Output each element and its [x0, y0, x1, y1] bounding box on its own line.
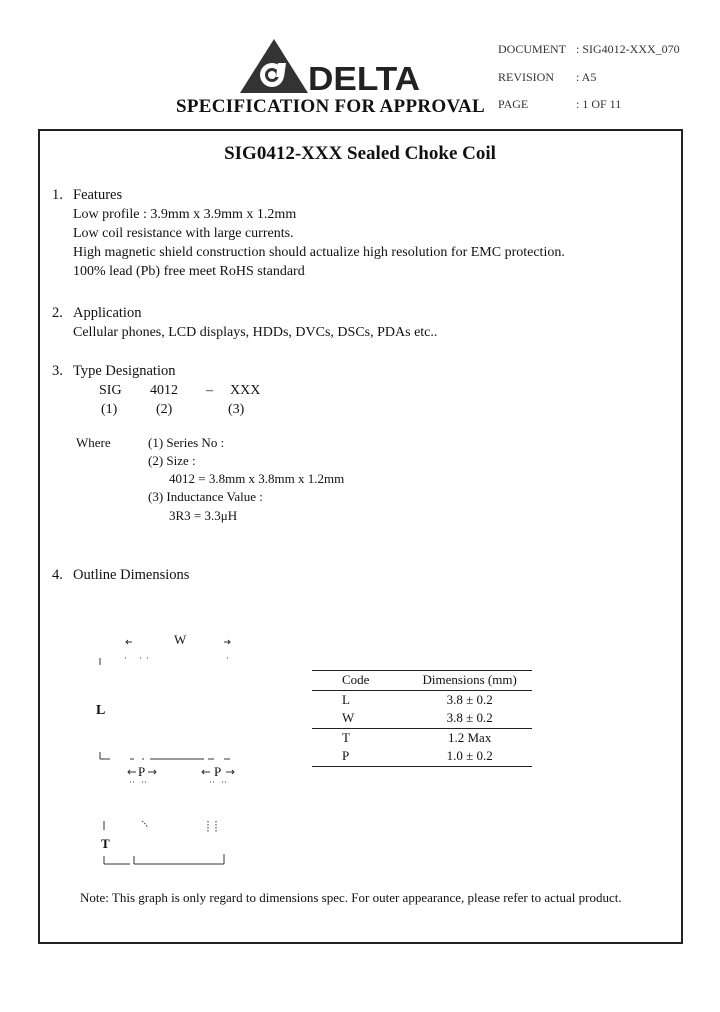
- where-line: 3R3 = 3.3μH: [169, 508, 238, 523]
- delta-logo-wordmark: [308, 60, 422, 94]
- table-header-row: [312, 671, 532, 691]
- dimensions-table: [312, 670, 532, 767]
- outline-number: 4.: [52, 567, 63, 583]
- feature-item: High magnetic shield construction should actualize high resolution for EMC protection.: [73, 245, 565, 260]
- width-arrow-left: [126, 640, 132, 644]
- table-cell: 3.8 ± 0.2: [446, 710, 493, 726]
- width-arrow-right: [224, 640, 230, 644]
- application-text: Cellular phones, LCD displays, HDDs, DVCs, DSCs, PDAs etc..: [73, 325, 438, 340]
- table-row: [312, 728, 532, 747]
- type-part-dash: –: [206, 383, 213, 398]
- width-label: W: [174, 632, 187, 647]
- type-index: (2): [156, 402, 173, 417]
- table-row: [312, 690, 532, 709]
- table-cell: 1.2 Max: [413, 728, 532, 747]
- where-line: (1) Series No :: [148, 435, 225, 450]
- document-title: SIG0412-XXX Sealed Choke Coil: [224, 143, 496, 164]
- delta-logo-triangle-icon: [238, 37, 310, 95]
- table-cell: P: [312, 747, 413, 766]
- type-part-series: SIG: [99, 383, 122, 398]
- table-row: [312, 747, 532, 766]
- document-meta: [498, 36, 680, 119]
- length-label: L: [96, 703, 106, 718]
- pad-label-right: P: [214, 764, 222, 779]
- features-number: 1.: [52, 187, 63, 203]
- where-line: (3) Inductance Value :: [148, 489, 263, 504]
- side-view-base: [104, 854, 224, 864]
- table-cell: W: [342, 710, 355, 726]
- meta-page-row: [498, 91, 680, 119]
- pad-label-left: P: [138, 764, 146, 779]
- table-cell: L: [342, 691, 350, 707]
- outline-drawing: [90, 628, 250, 878]
- table-header-cell: Code: [312, 671, 413, 691]
- application-heading: Application: [73, 305, 142, 321]
- type-index: (3): [228, 402, 245, 417]
- where-line: 4012 = 3.8mm x 3.8mm x 1.2mm: [169, 471, 345, 486]
- meta-document-label: DOCUMENT: [498, 42, 566, 56]
- spec-title: SPECIFICATION FOR APPROVAL: [176, 96, 486, 117]
- outline-heading: Outline Dimensions: [73, 567, 190, 583]
- meta-document-row: [498, 36, 680, 64]
- table-row: [312, 709, 532, 728]
- meta-page-value: : 1 OF 11: [576, 97, 622, 111]
- table-cell: T: [312, 728, 413, 747]
- type-designation-heading: Type Designation: [73, 363, 176, 379]
- feature-item: Low profile : 3.9mm x 3.9mm x 1.2mm: [73, 207, 297, 222]
- application-number: 2.: [52, 305, 63, 321]
- meta-revision-value: : A5: [576, 69, 597, 84]
- type-part-inductance: XXX: [230, 383, 261, 398]
- note-text: Note: This graph is only regard to dimensions spec. For outer appearance, please refer to actual product.: [80, 890, 622, 905]
- type-part-size: 4012: [150, 383, 178, 398]
- type-index: (1): [101, 402, 118, 417]
- side-view-terminals: [142, 821, 216, 832]
- where-label: Where: [76, 435, 111, 450]
- table-header-cell: Dimensions (mm): [413, 671, 532, 691]
- meta-revision-label: REVISION: [498, 69, 554, 84]
- type-designation-number: 3.: [52, 363, 63, 379]
- meta-revision-row: [498, 64, 680, 92]
- thickness-label: T: [101, 836, 110, 851]
- feature-item: Low coil resistance with large currents.: [73, 226, 294, 241]
- table-cell: 1.0 ± 0.2: [413, 747, 532, 766]
- svg-text:DELTA: DELTA: [308, 60, 420, 94]
- where-line: (2) Size :: [148, 453, 196, 468]
- table-cell: 3.8 ± 0.2: [446, 691, 493, 707]
- features-heading: Features: [73, 187, 123, 203]
- meta-page-label: PAGE: [498, 97, 529, 111]
- feature-item: 100% lead (Pb) free meet RoHS standard: [73, 264, 305, 279]
- meta-document-value: : SIG4012-XXX_070: [576, 42, 680, 56]
